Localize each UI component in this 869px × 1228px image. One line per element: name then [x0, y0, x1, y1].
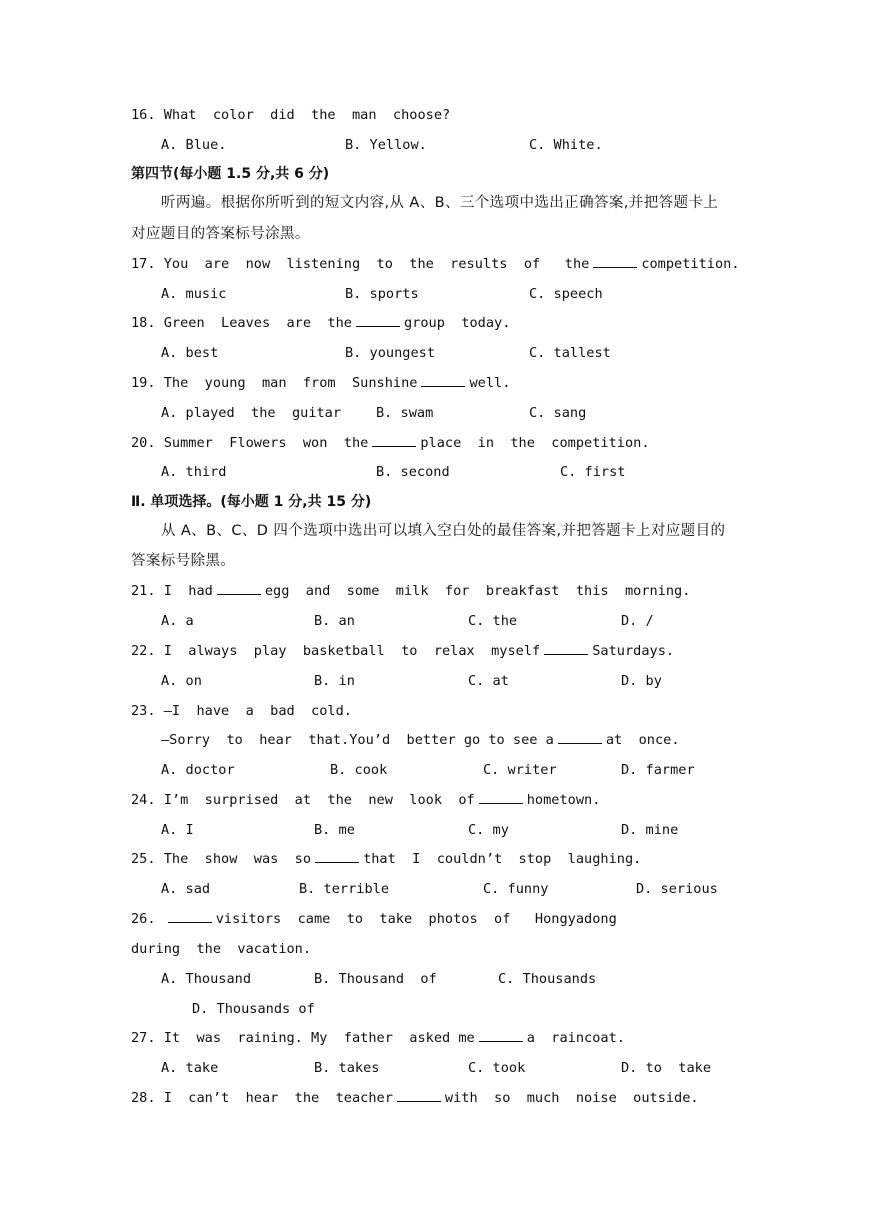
q21-option-d: D. /: [621, 613, 654, 629]
q21-option-c: C. the: [468, 613, 518, 629]
q19-option-b: B. swam: [376, 405, 434, 421]
section-2-title: Ⅱ. 单项选择。(每小题 1 分,共 15 分): [131, 494, 372, 510]
answer-blank: [479, 790, 523, 804]
q25-option-c: C. funny: [483, 881, 549, 897]
q16-option-a: A. Blue.: [161, 137, 227, 153]
q27-option-c: C. took: [468, 1060, 526, 1076]
q24-stem-post: hometown.: [526, 792, 601, 808]
question-26-line2: during the vacation.: [131, 941, 312, 957]
answer-blank: [217, 581, 261, 595]
q24-option-d: D. mine: [621, 822, 679, 838]
q27-option-a: A. take: [161, 1060, 219, 1076]
question-24: [131, 790, 600, 810]
q24-option-c: C. my: [468, 822, 509, 838]
q24-option-b: B. me: [314, 822, 355, 838]
q20-option-b: B. second: [376, 464, 450, 480]
q24-option-a: A. I: [161, 822, 194, 838]
q22-option-d: D. by: [621, 673, 662, 689]
question-16: 16. What color did the man choose?: [131, 107, 451, 123]
q21-stem-post: egg and some milk for breakfast this morning.: [264, 583, 691, 599]
q16-option-c: C. White.: [529, 137, 603, 153]
q26-option-a: A. Thousand: [161, 971, 252, 987]
section-4-title: 第四节(每小题 1.5 分,共 6 分): [131, 166, 330, 182]
q22-option-b: B. in: [314, 673, 355, 689]
q22-option-a: A. on: [161, 673, 202, 689]
question-27: [131, 1028, 625, 1048]
q17-option-a: A. music: [161, 286, 227, 302]
q18-option-a: A. best: [161, 345, 219, 361]
q20-stem-pre: 20. Summer Flowers won the: [131, 435, 369, 451]
q16-option-b: B. Yellow.: [345, 137, 427, 153]
answer-blank: [372, 433, 416, 447]
q27-stem-post: a raincoat.: [526, 1030, 625, 1046]
q21-stem-pre: 21. I had: [131, 583, 213, 599]
q25-option-d: D. serious: [636, 881, 718, 897]
q20-option-a: A. third: [161, 464, 227, 480]
q26-option-b: B. Thousand of: [314, 971, 437, 987]
q23-option-a: A. doctor: [161, 762, 235, 778]
section-2-instruction-line1: 从 A、B、C、D 四个选项中选出可以填入空白处的最佳答案,并把答题卡上对应题目的: [161, 523, 726, 539]
q28-stem-post: with so much noise outside.: [444, 1090, 699, 1106]
question-22: [131, 641, 674, 661]
q21-option-a: A. a: [161, 613, 194, 629]
q25-stem-post: that I couldn’t stop laughing.: [363, 851, 642, 867]
q18-stem-post: group today.: [403, 315, 511, 331]
question-26-line1: [131, 909, 617, 929]
q19-stem-post: well.: [469, 375, 511, 391]
q19-option-c: C. sang: [529, 405, 587, 421]
question-21: [131, 581, 690, 601]
q25-option-a: A. sad: [161, 881, 211, 897]
q23-option-b: B. cook: [330, 762, 388, 778]
q23-option-c: C. writer: [483, 762, 557, 778]
q18-option-c: C. tallest: [529, 345, 611, 361]
q26-option-d: D. Thousands of: [192, 1001, 315, 1017]
q17-option-c: C. speech: [529, 286, 603, 302]
q26-stem-pre: 26.: [131, 911, 156, 927]
question-25: [131, 849, 641, 869]
question-28: [131, 1088, 699, 1108]
q24-stem-pre: 24. I’m surprised at the new look of: [131, 792, 475, 808]
q18-stem-pre: 18. Green Leaves are the: [131, 315, 352, 331]
q28-stem-pre: 28. I can’t hear the teacher: [131, 1090, 393, 1106]
q17-stem-post: competition.: [641, 256, 740, 272]
q23-stem-pre: —Sorry to hear that.You’d better go to see a: [161, 732, 554, 748]
answer-blank: [356, 313, 400, 327]
q19-option-a: A. played the guitar: [161, 405, 342, 421]
q22-stem-post: Saturdays.: [592, 643, 675, 659]
q22-stem-pre: 22. I always play basketball to relax myself: [131, 643, 541, 659]
q26-option-c: C. Thousands: [498, 971, 597, 987]
question-23-line2: [161, 730, 680, 750]
section-4-instruction-line2: 对应题目的答案标号涂黑。: [131, 226, 310, 242]
q27-stem-pre: 27. It was raining. My father asked me: [131, 1030, 475, 1046]
question-20: [131, 433, 650, 453]
q18-option-b: B. youngest: [345, 345, 436, 361]
answer-blank: [421, 373, 465, 387]
q27-option-b: B. takes: [314, 1060, 380, 1076]
q20-stem-post: place in the competition.: [420, 435, 650, 451]
section-4-instruction-line1: 听两遍。根据你所听到的短文内容,从 A、B、三个选项中选出正确答案,并把答题卡上: [161, 195, 719, 211]
answer-blank: [168, 909, 212, 923]
question-18: [131, 313, 510, 333]
q25-stem-pre: 25. The show was so: [131, 851, 312, 867]
question-23-line1: 23. —I have a bad cold.: [131, 703, 352, 719]
q25-option-b: B. terrible: [299, 881, 390, 897]
q17-stem-pre: 17. You are now listening to the results of the: [131, 256, 590, 272]
q23-stem-post: at once.: [605, 732, 680, 748]
q17-option-b: B. sports: [345, 286, 419, 302]
q23-option-d: D. farmer: [621, 762, 695, 778]
q26-stem-post: visitors came to take photos of Hongyadong: [215, 911, 617, 927]
section-2-instruction-line2: 答案标号除黑。: [131, 553, 236, 569]
answer-blank: [479, 1028, 523, 1042]
q22-option-c: C. at: [468, 673, 509, 689]
q19-stem-pre: 19. The young man from Sunshine: [131, 375, 418, 391]
question-19: [131, 373, 510, 393]
q20-option-c: C. first: [560, 464, 626, 480]
answer-blank: [397, 1088, 441, 1102]
answer-blank: [558, 730, 602, 744]
q27-option-d: D. to take: [621, 1060, 712, 1076]
answer-blank: [544, 641, 588, 655]
question-17: [131, 254, 740, 274]
answer-blank: [315, 849, 359, 863]
q21-option-b: B. an: [314, 613, 355, 629]
answer-blank: [593, 254, 637, 268]
